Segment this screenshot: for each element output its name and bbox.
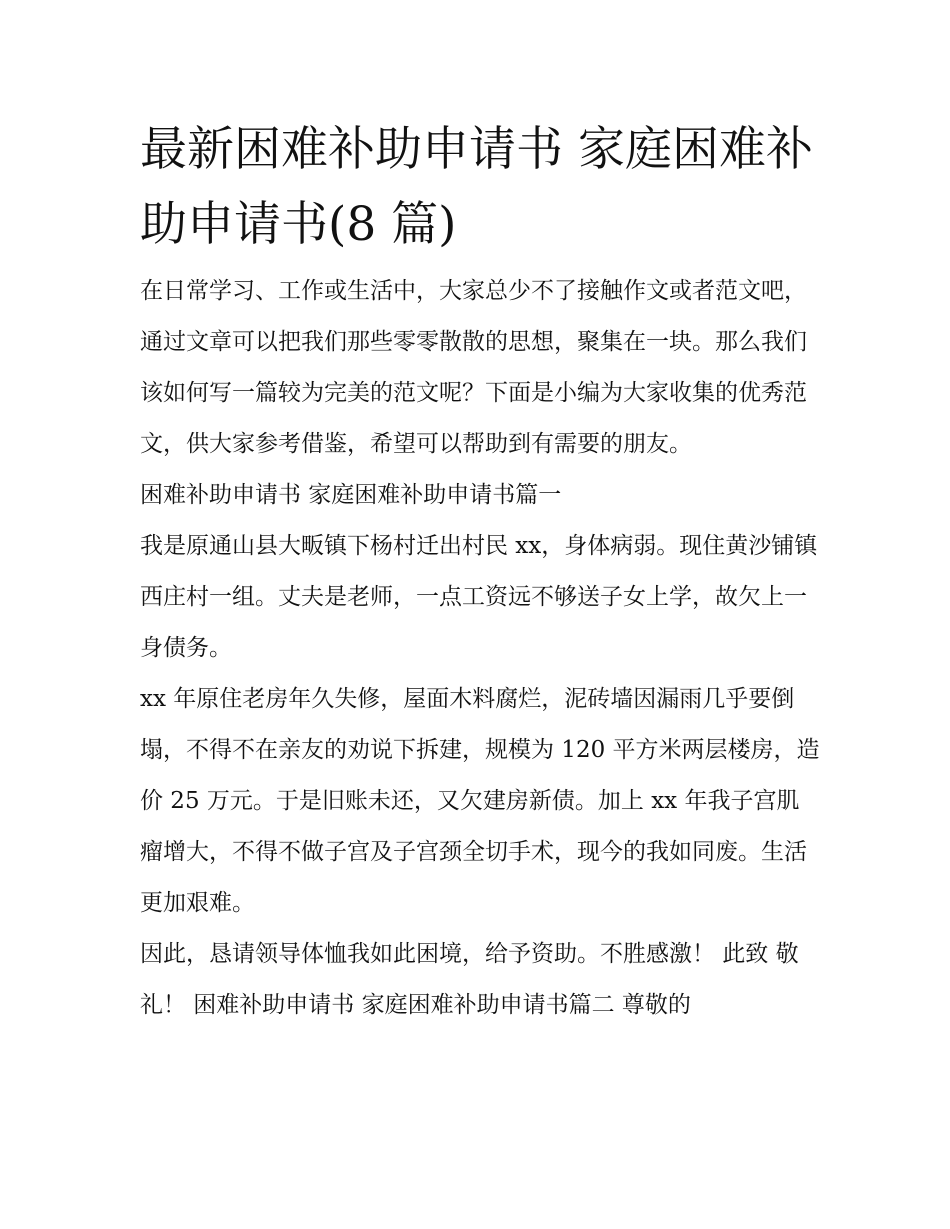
document-content (140, 112, 820, 1031)
document-title: 最新困难补助申请书 家庭困难补助申请书(8 篇) (140, 122, 813, 252)
body-paragraph-3: 因此，恳请领导体恤我如此困境，给予资助。不胜感激！ 此致 敬礼！ 困难补助申请书 家庭困难补助申请书篇二 尊敬的 (140, 941, 799, 1018)
body-paragraph-1: 我是原通山县大畈镇下杨村迁出村民 xx，身体病弱。现住黄沙铺镇西庄村一组。丈夫是老师，一点工资远不够送子女上学，故欠上一身债务。 (140, 533, 818, 661)
document-body (140, 266, 820, 1031)
section-heading-1: 困难补助申请书 家庭困难补助申请书篇一 (140, 482, 562, 508)
intro-paragraph: 在日常学习、工作或生活中，大家总少不了接触作文或者范文吧，通过文章可以把我们那些零零散散的思想，聚集在一块。那么我们该如何写一篇较为完美的范文呢？下面是小编为大家收集的优秀范文，供大家参考借鉴，希望可以帮助到有需要的朋友。 (140, 278, 807, 457)
body-paragraph-2: xx 年原住老房年久失修，屋面木料腐烂，泥砖墙因漏雨几乎要倒塌，不得不在亲友的劝说下拆建，规模为 120 平方米两层楼房，造价 25 万元。于是旧账未还，又欠建房新债。加上 xx 年我子宫肌瘤增大，不得不做子宫及子宫颈全切手术，现今的我如同废。生活更加艰难。 (140, 686, 820, 916)
